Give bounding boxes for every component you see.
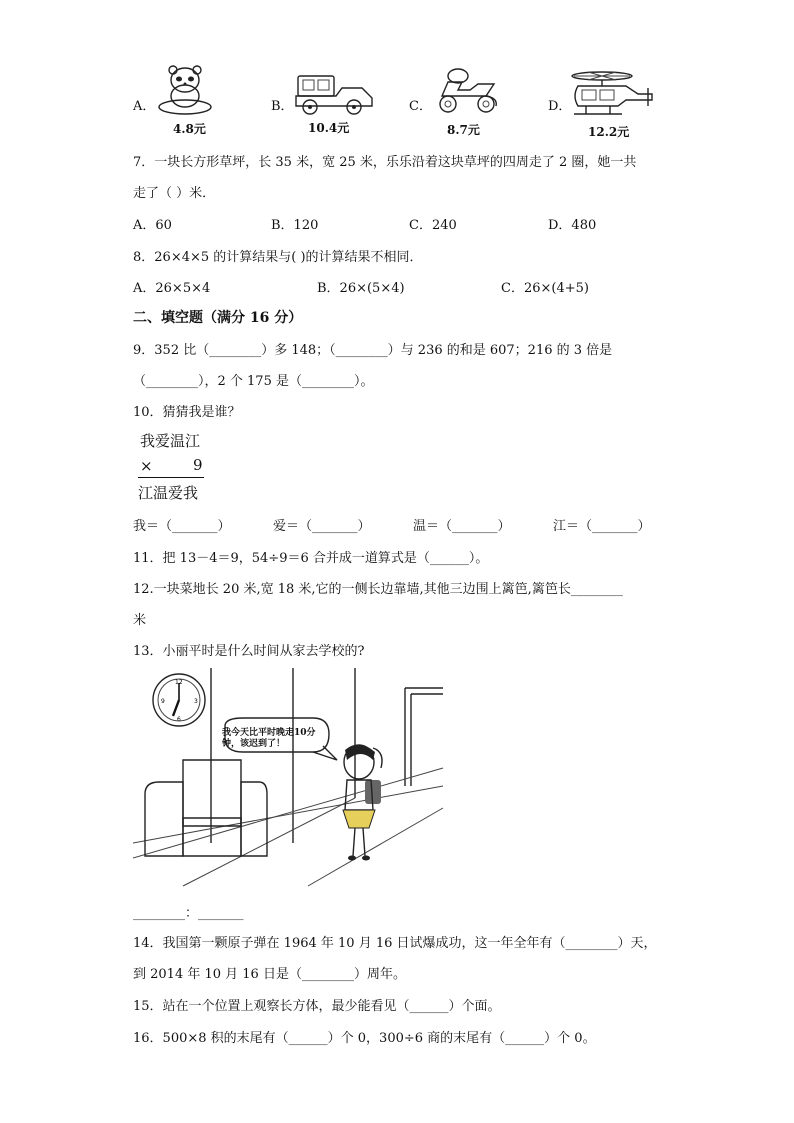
q8-option-c: C．26×(4+5) — [501, 281, 589, 296]
q7-line1: 7．一块长方形草坪，长 35 米，宽 25 米，乐乐沿着这块草坪的四周走了 2 圈，她一共 — [133, 155, 637, 170]
q12-line1: 12.一块菜地长 20 米,宽 18 米,它的一侧长边靠墙,其他三边围上篱笆,篱笆长________ — [133, 582, 623, 597]
q8-line1: 8．26×4×5 的计算结果与( )的计算结果不相同． — [133, 250, 423, 265]
q13-title: 13．小丽平时是什么时间从家去学校的? — [133, 644, 365, 659]
q13-answer: ________：_______ — [133, 906, 244, 921]
q12-line2: 米 — [133, 613, 147, 628]
option-a-price: 4.8元 — [173, 122, 206, 136]
panda-toy-icon — [155, 64, 215, 116]
q10-answer-wen: 温＝（_______） — [413, 519, 511, 534]
q15-text: 15．站在一个位置上观察长方体，最少能看见（______）个面。 — [133, 999, 501, 1014]
q10-answer-ai: 爱＝（_______） — [273, 519, 371, 534]
girl-figure-icon — [343, 744, 382, 860]
q13-illustration — [133, 668, 445, 890]
option-d-letter: D． — [548, 99, 572, 114]
svg-text:12: 12 — [175, 679, 183, 686]
q7-option-b: B．120 — [271, 218, 319, 233]
speech-bubble-text: 我今天比平时晚走10分钟，该迟到了！ — [222, 728, 316, 749]
section-heading: 二、填空题（满分 16 分） — [133, 310, 303, 326]
option-d-price: 12.2元 — [588, 125, 630, 139]
q7-option-a: A．60 — [133, 218, 172, 233]
armchair-icon — [145, 760, 267, 856]
q16-text: 16．500×8 积的末尾有（______）个 0，300÷6 商的末尾有（______）个 0。 — [133, 1031, 596, 1046]
q7-option-d: D．480 — [548, 218, 597, 233]
q10-multiplier: 9 — [193, 456, 203, 474]
q10-multiply-sign: × — [140, 457, 153, 475]
option-b-price: 10.4元 — [308, 121, 350, 135]
q10-answer-wo: 我＝（_______） — [133, 519, 231, 534]
q14-line2: 到 2014 年 10 月 16 日是（________）周年。 — [133, 967, 406, 982]
q10-rule — [138, 477, 204, 478]
q10-row3: 江温爱我 — [138, 484, 199, 502]
q8-option-b: B．26×(5×4) — [317, 281, 405, 296]
option-c-letter: C． — [409, 99, 432, 114]
toy-car-icon — [292, 72, 376, 116]
option-b-letter: B． — [271, 99, 294, 114]
svg-text:9: 9 — [161, 698, 165, 705]
q9-line1: 9．352 比（________）多 148；（________）与 236 的和是 607；216 的 3 倍是 — [133, 343, 613, 358]
q8-option-a: A．26×5×4 — [133, 281, 211, 296]
q9-line2: （________），2 个 175 是（________）。 — [133, 374, 374, 389]
svg-text:3: 3 — [194, 698, 198, 705]
svg-text:6: 6 — [177, 716, 181, 723]
q11-text: 11．把 13－4＝9，54÷9＝6 合并成一道算式是（______）。 — [133, 551, 489, 566]
q7-line2: 走了（ ）米． — [133, 186, 216, 201]
scooter-toy-icon — [428, 66, 504, 116]
q7-option-c: C．240 — [409, 218, 457, 233]
q10-title: 10．猜猜我是谁？ — [133, 405, 241, 420]
option-a-letter: A． — [133, 99, 156, 114]
q10-answer-jiang: 江＝（_______） — [553, 519, 651, 534]
helicopter-toy-icon — [568, 68, 656, 120]
option-c-price: 8.7元 — [447, 123, 480, 137]
q10-row1: 我爱温江 — [140, 432, 201, 450]
q14-line1: 14．我国第一颗原子弹在 1964 年 10 月 16 日试爆成功，这一年全年有（________）天， — [133, 936, 657, 951]
clock-icon — [153, 674, 205, 726]
